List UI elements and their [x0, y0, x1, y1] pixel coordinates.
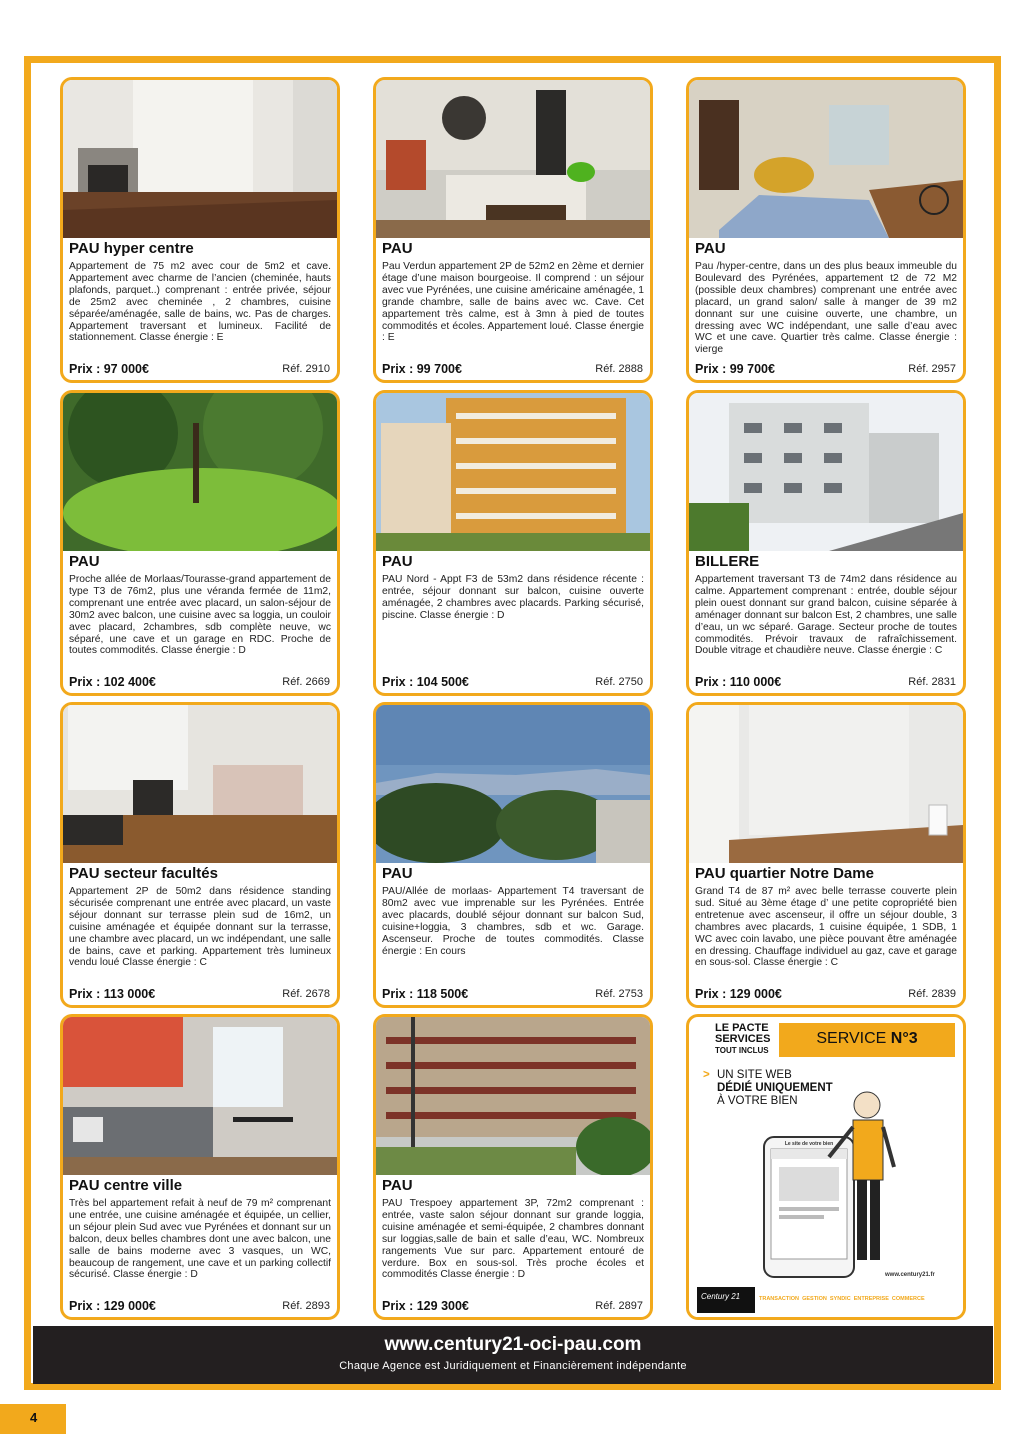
listing-price: Prix : 99 700€	[382, 362, 462, 376]
listing-card[interactable]	[60, 702, 340, 1008]
listing-title: PAU	[382, 240, 413, 257]
listing-price: Prix : 129 300€	[382, 1299, 469, 1313]
listing-ref: Réf. 2753	[595, 988, 643, 1000]
listing-photo	[63, 705, 337, 863]
listing-description: Appartement 2P de 50m2 dans résidence standing sécurisée comprenant une entrée avec placard, un vaste séjour donnant sur terrasse plein sud de 16m2, un cuisine aménagée et équipée donnant sur la terrasse, une chambre avec placard, un wc indépendant, une salle de bains, cave et parking. Appartement très lumineux vendu loué Classe énergie : C	[69, 886, 331, 969]
listing-photo	[376, 705, 650, 863]
listing-title: PAU	[382, 553, 413, 570]
listing-price: Prix : 129 000€	[69, 1299, 156, 1313]
listing-title: PAU quartier Notre Dame	[695, 865, 874, 882]
listing-title: PAU	[382, 1177, 413, 1194]
listing-card[interactable]	[686, 702, 966, 1008]
listing-card[interactable]	[373, 1014, 653, 1320]
service-number: N°3	[890, 1030, 918, 1047]
listing-card[interactable]	[686, 390, 966, 696]
listing-price: Prix : 118 500€	[382, 987, 469, 1001]
listing-description: Grand T4 de 87 m² avec belle terrasse couverte plein sud. Situé au 3ème étage d’ une petite copropriété bien entretenue avec ascenseur, il offre un séjour double, 3 chambres avec placards, 1 cuisine équipée, 1 SDB, 1 WC avec coin lavabo, une pièce pouvant être aménagée en dressing. Chauffage individuel au gaz, cave et garage en sous-sol. Classe énergie : C	[695, 886, 957, 969]
brand-url: www.century21.fr	[885, 1272, 935, 1278]
listing-ref: Réf. 2839	[908, 988, 956, 1000]
listing-title: PAU hyper centre	[69, 240, 194, 257]
listing-card[interactable]	[686, 77, 966, 383]
listing-description: Pau /hyper-centre, dans un des plus beaux immeuble du Boulevard des Pyrénées, appartement t2 de 72 M2 (possible deux chambres) comprenant une entrée avec placard, un grand salon/ salle à manger de 39 m2 donnant sur une cuisine ouverte, une chambre, un dressing avec WC indépendant, une salle d’eau avec WC et une cave. Quartier très calme. Classe énergie : vierge	[695, 261, 957, 356]
listing-price: Prix : 104 500€	[382, 675, 469, 689]
listing-title: PAU	[382, 865, 413, 882]
listing-ref: Réf. 2669	[282, 676, 330, 688]
listing-title: PAU centre ville	[69, 1177, 183, 1194]
service-advertisement	[686, 1014, 966, 1320]
listing-description: PAU/Allée de morlaas- Appartement T4 traversant de 80m2 avec vue imprenable sur les Pyrénées. Entrée avec placards, doublé séjour donnant sur balcon Sud, cuisine+loggia, 3 chambres, sdb et wc. Garage. Ascenseur. Proche de toutes commodités. Classe énergie : En cours	[382, 886, 644, 957]
listing-price: Prix : 129 000€	[695, 987, 782, 1001]
listing-price: Prix : 99 700€	[695, 362, 775, 376]
listing-description: Très bel appartement refait à neuf de 79 m² comprenant une entrée, une cuisine aménagée et équipée, un cellier, un séjour plein Sud avec vue Pyrénées et donnant sur un balcon, deux belles chambres dont une avec balcon, une salle de bains moderne avec 3 vasques, un WC, beaucoup de rangement, une cave et un parking collectif sécurisé. Classe énergie : D	[69, 1198, 331, 1281]
footer-bar	[33, 1326, 993, 1384]
listing-ref: Réf. 2957	[908, 363, 956, 375]
footer-disclaimer: Chaque Agence est Juridiquement et Financièrement indépendante	[339, 1360, 687, 1372]
listing-card[interactable]	[373, 702, 653, 1008]
listing-description: PAU Nord - Appt F3 de 53m2 dans résidence récente : entrée, séjour donnant sur balcon, cuisine ouverte aménagée, 2 chambres avec placards. Parking sécurisé, piscine. Classe énergie : D	[382, 574, 644, 621]
listing-description: Pau Verdun appartement 2P de 52m2 en 2ème et dernier étage d’une maison bourgeoise. Il comprend : un séjour avec vue Pyrénées, une cuisine américaine aménagée, 1 grande chambre, salle de bains avec wc. Cave. Cet appartement très calme, est à 3mn à pied de toutes commodités et écoles. Appartement loué. Classe énergie : E	[382, 261, 644, 344]
service-label: SERVICE	[816, 1030, 887, 1047]
listing-price: Prix : 110 000€	[695, 675, 782, 689]
listing-photo	[689, 80, 963, 238]
website-link[interactable]: www.century21-oci-pau.com	[384, 1334, 642, 1355]
listing-photo	[63, 80, 337, 238]
listing-card[interactable]	[60, 1014, 340, 1320]
arrow-icon: >	[703, 1069, 710, 1081]
listing-photo	[376, 1017, 650, 1175]
services-tagline: TRANSACTION GESTION SYNDIC ENTREPRISE COMMERCE	[759, 1296, 925, 1302]
page-number: 4	[30, 1410, 38, 1425]
listing-price: Prix : 97 000€	[69, 362, 149, 376]
listing-title: PAU secteur facultés	[69, 865, 218, 882]
listing-card[interactable]	[60, 77, 340, 383]
listing-photo	[689, 393, 963, 551]
pitch-line-1: UN SITE WEB	[717, 1069, 792, 1081]
pitch-line-3: À VOTRE BIEN	[717, 1095, 798, 1107]
listing-description: Proche allée de Morlaas/Tourasse-grand appartement de type T3 de 76m2, plus une véranda fermée de 11m2, comprenant une entrée avec placard, un salon-séjour de 30m2 avec balcon, une cuisine avec sa loggia, un couloir avec placard, 2chambres, sdb complète neuve, wc séparé, une cave et un garage en RDC. Proche de toutes commodités. Classe énergie : D	[69, 574, 331, 657]
listing-card[interactable]	[60, 390, 340, 696]
listing-description: Appartement traversant T3 de 74m2 dans résidence au calme. Appartement comprenant : entrée, double séjour plein ouest donnant sur grand balcon, cuisine séparée à aménager donnant sur balcon Est, 2 chambres, une salle d’eau, un wc séparé. Garage. Secteur proche de toutes commodités. Prévoir travaux de rafraîchissement. Double vitrage et chaudière neuve. Classe énergie : C	[695, 574, 957, 657]
pacte-line-2: SERVICES	[715, 1033, 771, 1045]
listing-ref: Réf. 2678	[282, 988, 330, 1000]
listing-price: Prix : 102 400€	[69, 675, 156, 689]
listing-photo	[376, 80, 650, 238]
pacte-line-3: TOUT INCLUS	[715, 1046, 769, 1055]
listing-card[interactable]	[373, 77, 653, 383]
pitch-line-2: DÉDIÉ UNIQUEMENT	[717, 1082, 833, 1094]
listing-card[interactable]	[373, 390, 653, 696]
listing-ref: Réf. 2897	[595, 1300, 643, 1312]
listing-photo	[63, 1017, 337, 1175]
listing-photo	[376, 393, 650, 551]
page-number-tab	[0, 1404, 66, 1434]
listing-ref: Réf. 2888	[595, 363, 643, 375]
listing-description: PAU Trespoey appartement 3P, 72m2 comprenant : entrée, vaste salon séjour donnant sur grande loggia, cuisine aménagée et semi-équipée, 2 chambres donnant sur loggias,salle de bain et salle d’eau, WC. Nombreux rangements Vue sur parc. Appartement entouré de verdure. Box en sous-sol. Très proche écoles et commodités Classe énergie : D	[382, 1198, 644, 1281]
listing-ref: Réf. 2893	[282, 1300, 330, 1312]
century21-logo: Century 21	[701, 1292, 741, 1301]
listing-photo	[689, 705, 963, 863]
listing-photo	[63, 393, 337, 551]
listing-description: Appartement de 75 m2 avec cour de 5m2 et cave. Appartement avec charme de l’ancien (cheminée, hauts plafonds, parquet..) comprenant : entrée privée, séjour de 25m2 avec cheminée , 2 chambres, cuisine séparée/aménagée, salle de bains, wc. Pas de charges. Appartement traversant et lumineux. Facilité de stationnement. Classe énergie : E	[69, 261, 331, 344]
listing-ref: Réf. 2831	[908, 676, 956, 688]
listing-title: BILLERE	[695, 553, 760, 570]
screen-caption: Le site de votre bien	[784, 1141, 834, 1147]
listing-title: PAU	[69, 553, 100, 570]
listing-ref: Réf. 2750	[595, 676, 643, 688]
pacte-line-1: LE PACTE	[715, 1022, 769, 1034]
listing-title: PAU	[695, 240, 726, 257]
listing-price: Prix : 113 000€	[69, 987, 156, 1001]
listing-ref: Réf. 2910	[282, 363, 330, 375]
